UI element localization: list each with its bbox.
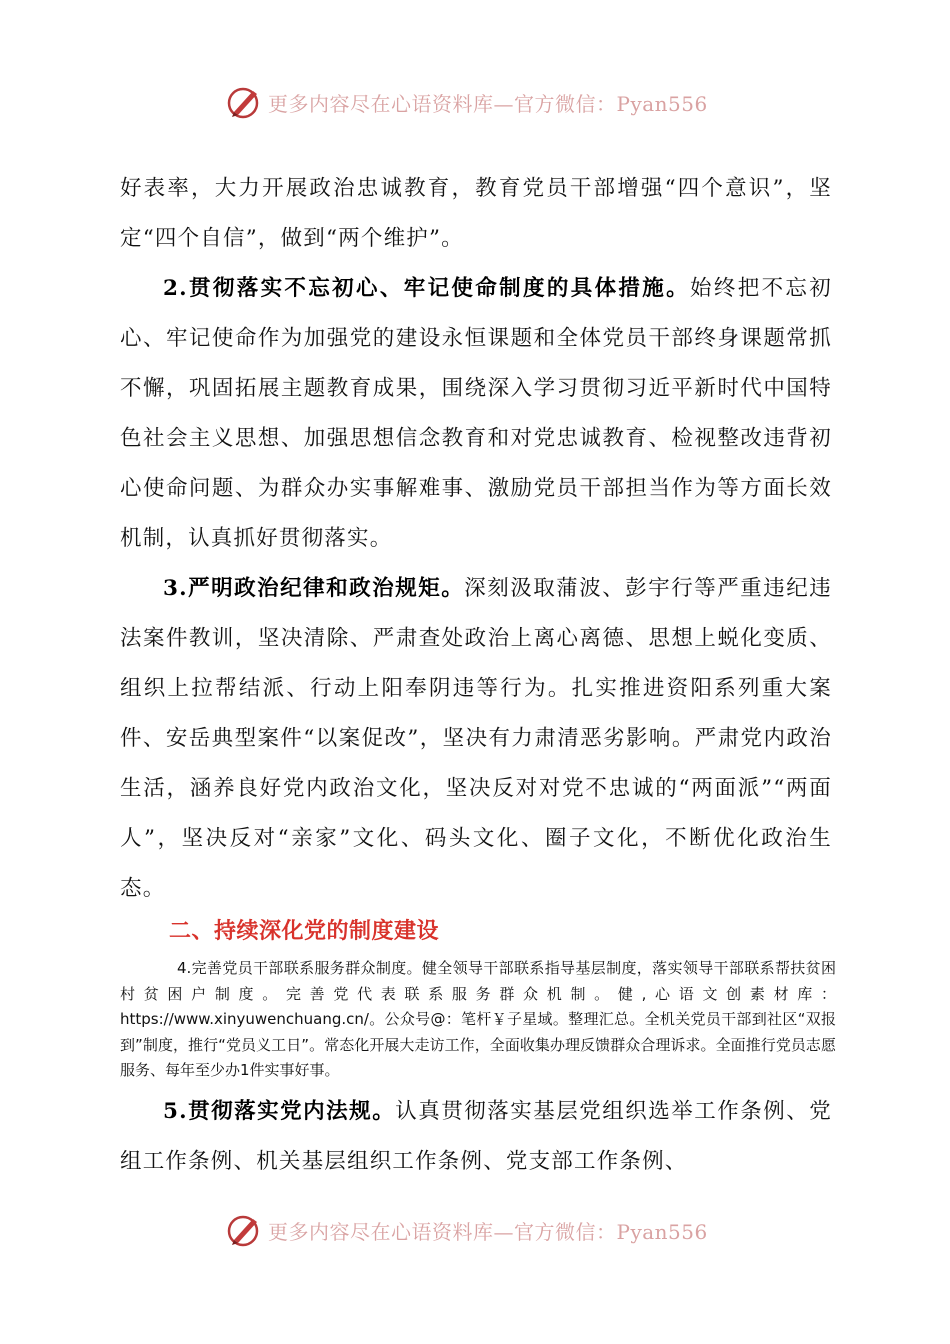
item-3-title: 3.严明政治纪律和政治规矩。: [163, 576, 465, 601]
item-3-paragraph: [120, 564, 832, 914]
watermark-banner-bottom: [226, 1210, 708, 1250]
pen-circle-logo-icon: [226, 84, 262, 120]
item-5-title: 5.贯彻落实党内法规。: [163, 1099, 396, 1124]
item-2-paragraph: [120, 264, 832, 564]
item-2-title: 2.贯彻落实不忘初心、牢记使命制度的具体措施。: [163, 276, 690, 301]
watermark-text: 更多内容尽在心语资料库—官方微信：Pyan556: [268, 1219, 708, 1244]
paragraph-group-bottom: [120, 1087, 832, 1187]
watermark-text: 更多内容尽在心语资料库—官方微信：Pyan556: [268, 91, 708, 116]
item-2-body: 始终把不忘初心、牢记使命作为加强党的建设永恒课题和全体党员干部终身课题常抓不懈，巩固拓展主题教育成果，围绕深入学习贯彻习近平新时代中国特色社会主义思想、加强思想信念教育和对党忠诚教育、检视整改违背初心使命问题、为群众办实事解难事、激励党员干部担当作为等方面长效机制，认真抓好贯彻落实。: [120, 276, 832, 551]
watermark-banner-top: [226, 82, 708, 122]
item-5-body: 认真贯彻落实基层党组织选举工作条例、党组工作条例、机关基层组织工作条例、党支部工作条例、: [120, 1099, 832, 1174]
item-5-paragraph: [120, 1087, 832, 1187]
item-4-paragraph: 4.完善党员干部联系服务群众制度。健全领导干部联系指导基层制度，落实领导干部联系帮扶贫困村贫困户制度。完善党代表联系服务群众机制。健,心语文创素材库：https://www.xinyuwenchuang.cn/。公众号@：笔杆￥子星域。整理汇总。全机关党员干部到社区“双报到”制度，推行“党员义工日”。常态化开展大走访工作，全面收集办理反馈群众合理诉求。全面推行党员志愿服务、每年至少办1件实事好事。: [120, 959, 836, 1080]
continued-paragraph: 好表率，大力开展政治忠诚教育，教育党员干部增强“四个意识”，坚定“四个自信”，做到“两个维护”。: [120, 176, 832, 251]
pen-circle-logo-icon: [226, 1212, 262, 1248]
item-3-body: 深刻汲取蒲波、彭宇行等严重违纪违法案件教训，坚决清除、严肃查处政治上离心离德、思想上蜕化变质、组织上拉帮结派、行动上阳奉阴违等行为。扎实推进资阳系列重大案件、安岳典型案件“以案促改”，坚决有力肃清恶劣影响。严肃党内政治生活，涵养良好党内政治文化，坚决反对对党不忠诚的“两面派”“两面人”，坚决反对“亲家”文化、码头文化、圈子文化，不断优化政治生态。: [120, 576, 832, 901]
section-heading: 二、持续深化党的制度建设: [169, 919, 440, 944]
paragraph-group-top: [120, 164, 832, 914]
